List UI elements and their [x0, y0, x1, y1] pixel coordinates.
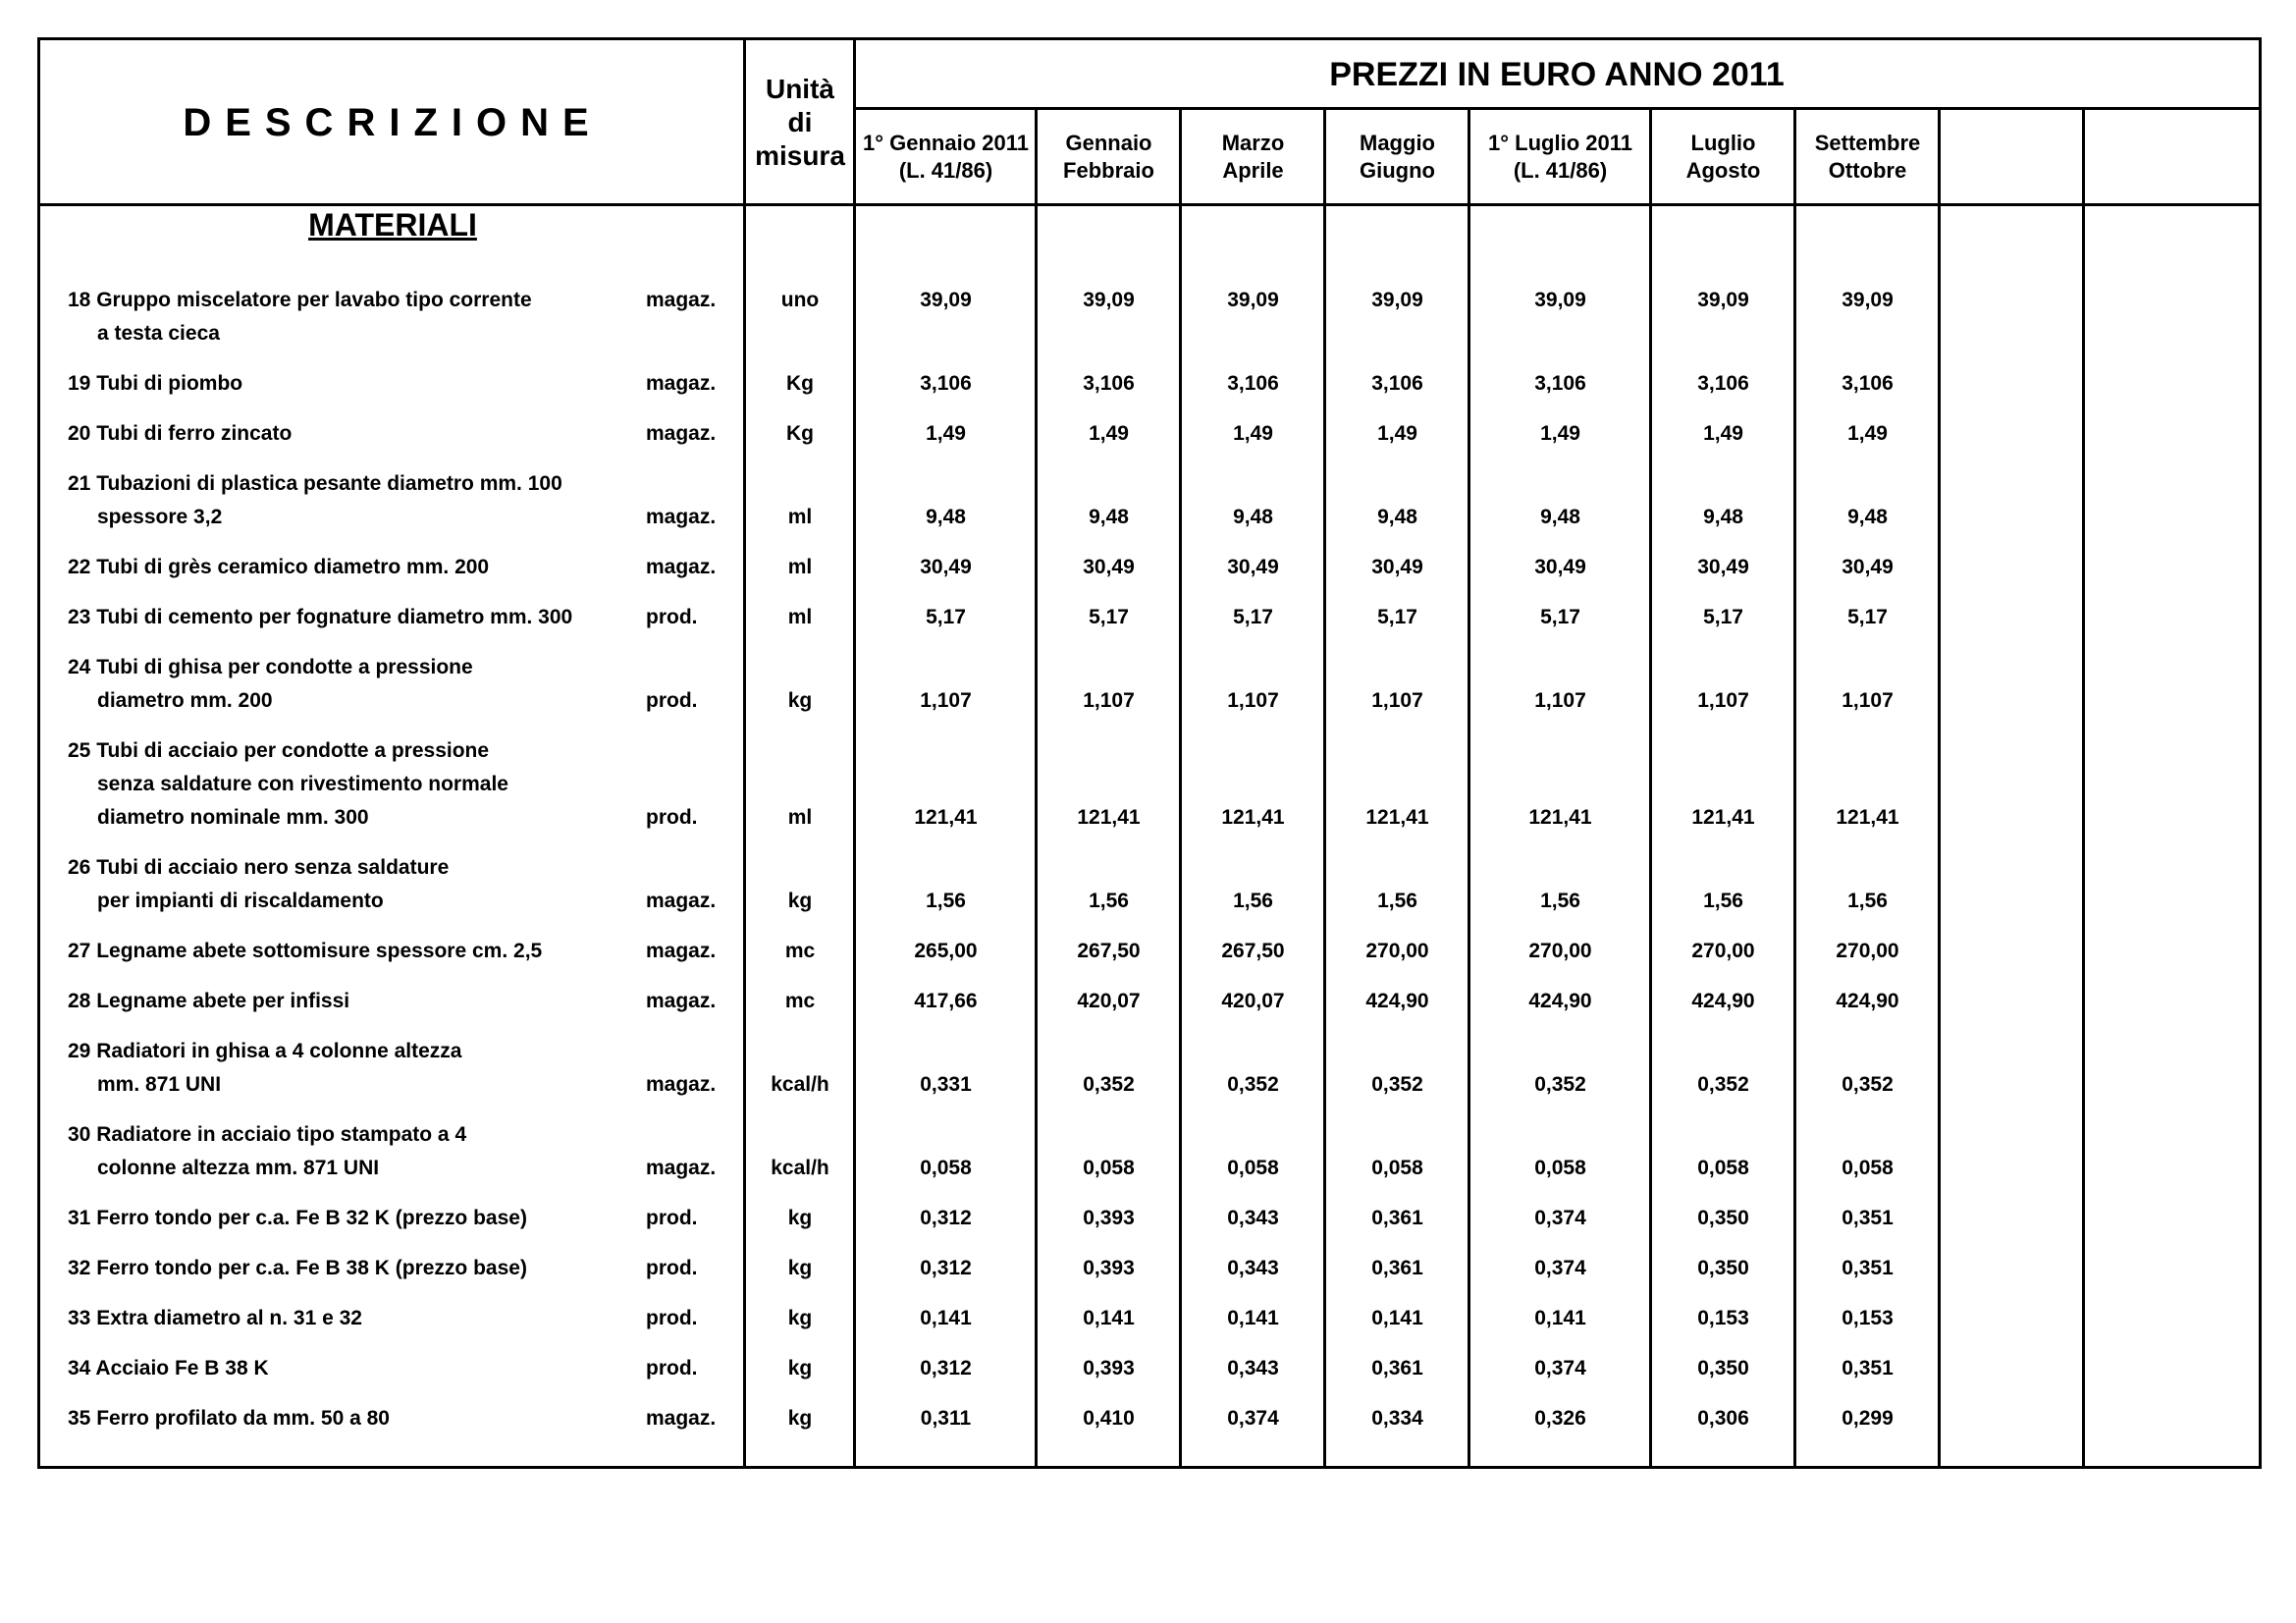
period-column-header: 1° Luglio 2011 (L. 41/86): [1488, 131, 1632, 183]
period-column-header: [1940, 109, 2084, 205]
price-value: 0,351: [1842, 1257, 1894, 1279]
price-value: 1,107: [1842, 689, 1894, 712]
price-value: 39,09: [1534, 289, 1586, 311]
price-value: 5,17: [926, 606, 966, 628]
price-value: 5,17: [1540, 606, 1580, 628]
price-value: 0,393: [1083, 1357, 1135, 1380]
supply-type: magaz.: [646, 1157, 717, 1179]
item-description: 18 Gruppo miscelatore per lavabo tipo corrente: [68, 289, 532, 311]
price-value: 0,351: [1842, 1357, 1894, 1380]
supply-type: magaz.: [646, 556, 717, 578]
price-value: 39,09: [1842, 289, 1894, 311]
price-value: 0,058: [1697, 1157, 1749, 1179]
price-value: 1,49: [1703, 422, 1743, 445]
price-value: 9,48: [1089, 506, 1129, 528]
price-value: 0,393: [1083, 1257, 1135, 1279]
price-value: 0,311: [920, 1407, 972, 1430]
price-value: 267,50: [1077, 940, 1141, 962]
price-value: 30,49: [1697, 556, 1749, 578]
supply-type: prod.: [646, 1307, 698, 1329]
price-value: 0,352: [1083, 1073, 1135, 1096]
price-value: 0,352: [1227, 1073, 1279, 1096]
price-value: 0,352: [1371, 1073, 1423, 1096]
price-value: 1,107: [1083, 689, 1135, 712]
item-description: colonne altezza mm. 871 UNI: [97, 1157, 380, 1179]
price-value: 1,56: [1089, 890, 1129, 912]
price-value: 0,141: [920, 1307, 972, 1329]
price-value: 1,49: [1089, 422, 1129, 445]
price-value: 0,351: [1842, 1207, 1894, 1229]
price-value: 0,141: [1227, 1307, 1279, 1329]
prices-header: PREZZI IN EURO ANNO 2011: [1329, 55, 1785, 93]
supply-type: magaz.: [646, 1073, 717, 1096]
price-value: 3,106: [920, 372, 972, 395]
price-value: 0,374: [1534, 1257, 1586, 1279]
price-value: 0,374: [1534, 1207, 1586, 1229]
price-value: 3,106: [1534, 372, 1586, 395]
item-description: 29 Radiatori in ghisa a 4 colonne altezza: [68, 1040, 462, 1062]
period-column-header: Luglio Agosto: [1685, 131, 1761, 183]
price-value: 0,350: [1697, 1257, 1749, 1279]
price-value: 270,00: [1365, 940, 1429, 962]
price-value: 121,41: [914, 806, 978, 829]
period-column-header: Settembre Ottobre: [1814, 131, 1921, 183]
description-header: DESCRIZIONE: [183, 100, 603, 144]
price-value: 420,07: [1077, 990, 1141, 1012]
price-value: 5,17: [1089, 606, 1129, 628]
price-value: 1,107: [1371, 689, 1423, 712]
period-column-header: [2084, 109, 2262, 205]
unit-of-measure: kg: [787, 1257, 813, 1279]
price-value: 1,49: [1847, 422, 1888, 445]
price-value: 1,49: [926, 422, 966, 445]
price-value: 0,153: [1697, 1307, 1749, 1329]
unit-of-measure: ml: [787, 556, 813, 578]
price-value: 30,49: [920, 556, 972, 578]
price-value: 0,361: [1371, 1257, 1423, 1279]
unit-of-measure: Kg: [786, 372, 814, 395]
unit-of-measure: Kg: [786, 422, 814, 445]
unit-of-measure: kg: [787, 689, 813, 712]
supply-type: magaz.: [646, 990, 717, 1012]
item-description: 23 Tubi di cemento per fognature diametro mm. 300: [68, 606, 573, 628]
price-value: 0,058: [1083, 1157, 1135, 1179]
supply-type: magaz.: [646, 422, 717, 445]
price-value: 121,41: [1528, 806, 1592, 829]
price-value: 9,48: [1377, 506, 1417, 528]
price-value: 0,352: [1534, 1073, 1586, 1096]
price-value: 121,41: [1221, 806, 1285, 829]
supply-type: prod.: [646, 806, 698, 829]
item-description: diametro nominale mm. 300: [97, 806, 369, 829]
price-value: 0,141: [1534, 1307, 1586, 1329]
item-description: 20 Tubi di ferro zincato: [68, 422, 293, 445]
price-value: 0,343: [1227, 1357, 1279, 1380]
item-description: 35 Ferro profilato da mm. 50 a 80: [68, 1407, 390, 1430]
unit-of-measure: uno: [780, 289, 820, 311]
price-value: 0,058: [920, 1157, 972, 1179]
unit-of-measure: ml: [787, 606, 813, 628]
unit-of-measure: mc: [784, 940, 816, 962]
period-column-header: 1° Gennaio 2011 (L. 41/86): [863, 131, 1029, 183]
item-description: 22 Tubi di grès ceramico diametro mm. 200: [68, 556, 490, 578]
price-value: 0,334: [1371, 1407, 1423, 1430]
price-value: 0,331: [920, 1073, 972, 1096]
price-value: 39,09: [1083, 289, 1135, 311]
price-value: 121,41: [1077, 806, 1141, 829]
price-value: 3,106: [1842, 372, 1894, 395]
price-value: 5,17: [1377, 606, 1417, 628]
supply-type: magaz.: [646, 372, 717, 395]
price-value: 39,09: [1227, 289, 1279, 311]
price-value: 270,00: [1528, 940, 1592, 962]
price-value: 265,00: [914, 940, 978, 962]
item-description: 21 Tubazioni di plastica pesante diametro mm. 100: [68, 472, 562, 495]
item-description: 30 Radiatore in acciaio tipo stampato a 4: [68, 1123, 467, 1146]
unit-of-measure: ml: [787, 806, 813, 829]
price-value: 0,326: [1534, 1407, 1586, 1430]
price-value: 1,56: [1540, 890, 1580, 912]
price-value: 5,17: [1233, 606, 1273, 628]
price-value: 0,410: [1083, 1407, 1135, 1430]
price-value: 3,106: [1083, 372, 1135, 395]
price-value: 424,90: [1691, 990, 1755, 1012]
item-description: spessore 3,2: [97, 506, 223, 528]
price-value: 1,56: [1703, 890, 1743, 912]
price-value: 1,56: [926, 890, 966, 912]
price-value: 270,00: [1836, 940, 1899, 962]
item-description: 34 Acciaio Fe B 38 K: [68, 1357, 269, 1380]
price-value: 39,09: [1697, 289, 1749, 311]
price-value: 1,49: [1540, 422, 1580, 445]
item-description: diametro mm. 200: [97, 689, 273, 712]
item-description: senza saldature con rivestimento normale: [97, 773, 508, 795]
price-value: 121,41: [1691, 806, 1755, 829]
price-value: 0,361: [1371, 1207, 1423, 1229]
price-value: 9,48: [1233, 506, 1273, 528]
price-value: 0,058: [1371, 1157, 1423, 1179]
price-value: 30,49: [1227, 556, 1279, 578]
price-value: 424,90: [1528, 990, 1592, 1012]
unit-header: Unità di misura: [755, 74, 845, 171]
item-description: per impianti di riscaldamento: [97, 890, 384, 912]
price-value: 0,141: [1083, 1307, 1135, 1329]
price-value: 0,374: [1227, 1407, 1279, 1430]
price-value: 5,17: [1847, 606, 1888, 628]
price-value: 0,058: [1227, 1157, 1279, 1179]
price-value: 0,361: [1371, 1357, 1423, 1380]
section-title: MATERIALI: [308, 207, 477, 243]
price-value: 30,49: [1371, 556, 1423, 578]
supply-type: magaz.: [646, 289, 717, 311]
price-value: 0,058: [1534, 1157, 1586, 1179]
price-value: 267,50: [1221, 940, 1285, 962]
unit-of-measure: kg: [787, 1357, 813, 1380]
price-value: 0,141: [1371, 1307, 1423, 1329]
item-description: 32 Ferro tondo per c.a. Fe B 38 K (prezzo base): [68, 1257, 527, 1279]
supply-type: magaz.: [646, 506, 717, 528]
supply-type: magaz.: [646, 890, 717, 912]
item-description: 33 Extra diametro al n. 31 e 32: [68, 1307, 362, 1329]
price-value: 424,90: [1836, 990, 1899, 1012]
price-value: 3,106: [1371, 372, 1423, 395]
price-value: 1,56: [1847, 890, 1888, 912]
unit-of-measure: ml: [787, 506, 813, 528]
price-value: 3,106: [1227, 372, 1279, 395]
price-value: 9,48: [1703, 506, 1743, 528]
price-value: 1,49: [1377, 422, 1417, 445]
period-column-header: Gennaio Febbraio: [1063, 131, 1154, 183]
price-value: 0,312: [920, 1207, 972, 1229]
price-value: 9,48: [926, 506, 966, 528]
price-value: 0,374: [1534, 1357, 1586, 1380]
price-value: 39,09: [1371, 289, 1423, 311]
unit-of-measure: kg: [787, 1207, 813, 1229]
price-value: 121,41: [1836, 806, 1899, 829]
price-value: 9,48: [1540, 506, 1580, 528]
unit-of-measure: kcal/h: [771, 1157, 829, 1179]
price-value: 0,352: [1697, 1073, 1749, 1096]
price-value: 0,058: [1842, 1157, 1894, 1179]
price-value: 1,107: [1227, 689, 1279, 712]
item-description: 24 Tubi di ghisa per condotte a pressione: [68, 656, 473, 678]
supply-type: prod.: [646, 1257, 698, 1279]
unit-of-measure: kcal/h: [771, 1073, 829, 1096]
price-value: 30,49: [1534, 556, 1586, 578]
unit-of-measure: mc: [784, 990, 816, 1012]
item-description: 25 Tubi di acciaio per condotte a pressione: [68, 739, 490, 762]
price-value: 1,49: [1233, 422, 1273, 445]
item-description: mm. 871 UNI: [97, 1073, 222, 1096]
unit-of-measure: kg: [787, 1407, 813, 1430]
price-value: 0,350: [1697, 1207, 1749, 1229]
price-value: 5,17: [1703, 606, 1743, 628]
price-value: 1,107: [1534, 689, 1586, 712]
item-description: 31 Ferro tondo per c.a. Fe B 32 K (prezzo base): [68, 1207, 527, 1229]
price-value: 1,56: [1233, 890, 1273, 912]
price-value: 1,107: [1697, 689, 1749, 712]
column-divider: [2082, 109, 2085, 1466]
unit-of-measure: kg: [787, 1307, 813, 1329]
price-value: 270,00: [1691, 940, 1755, 962]
supply-type: prod.: [646, 1357, 698, 1380]
price-value: 1,107: [920, 689, 972, 712]
period-column-header: Marzo Aprile: [1221, 131, 1285, 183]
price-value: 0,312: [920, 1257, 972, 1279]
item-description: a testa cieca: [97, 322, 220, 345]
price-value: 0,299: [1842, 1407, 1894, 1430]
item-description: 28 Legname abete per infissi: [68, 990, 350, 1012]
item-description: 19 Tubi di piombo: [68, 372, 243, 395]
price-value: 0,153: [1842, 1307, 1894, 1329]
price-value: 424,90: [1365, 990, 1429, 1012]
price-value: 30,49: [1083, 556, 1135, 578]
supply-type: magaz.: [646, 940, 717, 962]
price-value: 0,352: [1842, 1073, 1894, 1096]
item-description: 26 Tubi di acciaio nero senza saldature: [68, 856, 450, 879]
price-value: 0,306: [1697, 1407, 1749, 1430]
price-value: 420,07: [1221, 990, 1285, 1012]
supply-type: prod.: [646, 689, 698, 712]
price-value: 0,312: [920, 1357, 972, 1380]
price-value: 1,56: [1377, 890, 1417, 912]
period-column-header: Maggio Giugno: [1360, 131, 1435, 183]
price-value: 3,106: [1697, 372, 1749, 395]
price-value: 9,48: [1847, 506, 1888, 528]
price-value: 417,66: [914, 990, 978, 1012]
price-value: 30,49: [1842, 556, 1894, 578]
price-table: [37, 37, 2262, 1469]
price-value: 39,09: [920, 289, 972, 311]
supply-type: magaz.: [646, 1407, 717, 1430]
price-value: 121,41: [1365, 806, 1429, 829]
unit-of-measure: kg: [787, 890, 813, 912]
supply-type: prod.: [646, 606, 698, 628]
price-value: 0,343: [1227, 1207, 1279, 1229]
price-value: 0,350: [1697, 1357, 1749, 1380]
price-value: 0,393: [1083, 1207, 1135, 1229]
item-description: 27 Legname abete sottomisure spessore cm. 2,5: [68, 940, 543, 962]
supply-type: prod.: [646, 1207, 698, 1229]
price-value: 0,343: [1227, 1257, 1279, 1279]
